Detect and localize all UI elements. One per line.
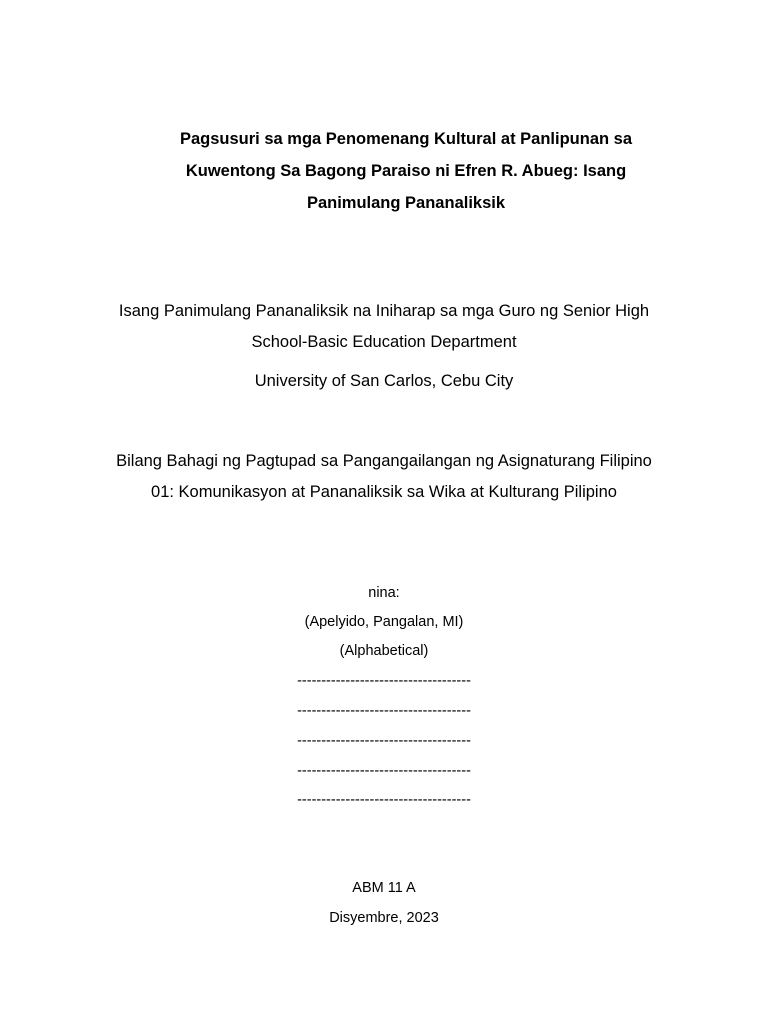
requirement-line-2: 01: Komunikasyon at Pananaliksik sa Wika at Kulturang Pilipino — [151, 483, 617, 501]
author-placeholder-5: ------------------------------------ — [297, 792, 471, 808]
title-line-2: Kuwentong Sa Bagong Paraiso ni Efren R. Abueg: Isang — [185, 162, 627, 180]
author-placeholder-1: ------------------------------------ — [297, 673, 471, 689]
requirement-line-1: Bilang Bahagi ng Pagtupad sa Pangangailangan ng Asignaturang Filipino — [116, 452, 652, 470]
presentation-line-1: Isang Panimulang Pananaliksik na Iniharap sa mga Guro ng Senior High — [118, 302, 650, 320]
title-line-1: Pagsusuri sa mga Penomenang Kultural at Panlipunan sa — [179, 130, 633, 148]
author-placeholder-2: ------------------------------------ — [297, 703, 471, 719]
author-placeholder-3: ------------------------------------ — [297, 733, 471, 749]
presentation-line-2: School-Basic Education Department — [251, 333, 517, 351]
section-label: ABM 11 A — [352, 880, 416, 896]
date-label: Disyembre, 2023 — [329, 910, 439, 926]
institution-line: University of San Carlos, Cebu City — [254, 372, 514, 390]
title-line-3: Panimulang Pananaliksik — [306, 194, 506, 212]
name-format-note: (Apelyido, Pangalan, MI) — [304, 614, 464, 630]
author-placeholder-4: ------------------------------------ — [297, 763, 471, 779]
by-label: nina: — [368, 585, 400, 601]
order-note: (Alphabetical) — [339, 643, 429, 659]
